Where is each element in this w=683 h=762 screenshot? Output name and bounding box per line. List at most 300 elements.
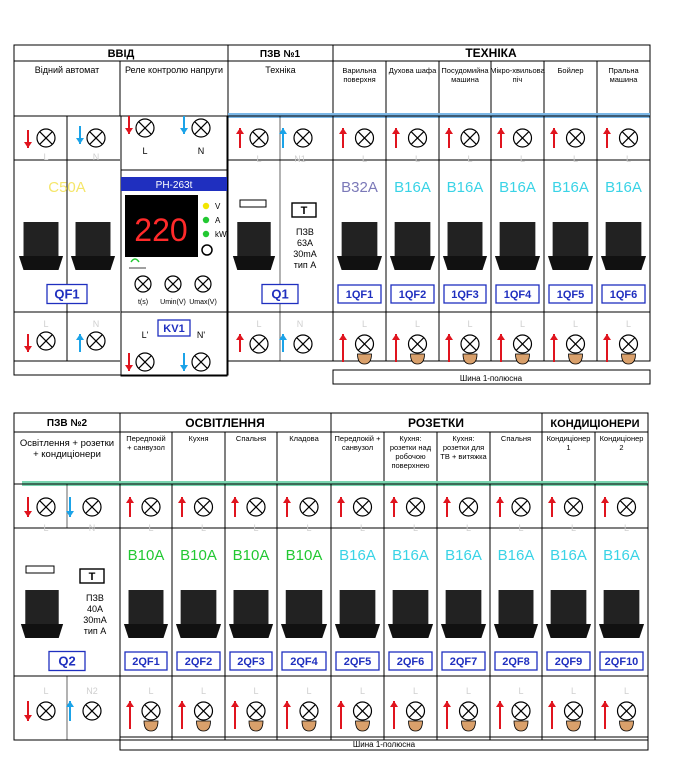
breaker-rating: B10A <box>232 547 270 564</box>
bus-label: Шина 1-полюсна <box>352 740 416 749</box>
breaker-id-badge <box>282 652 326 670</box>
breaker-handle-icon <box>443 222 487 270</box>
breaker-rating: B16A <box>446 179 484 196</box>
cable-lug-icon <box>411 354 425 364</box>
lamp-icon <box>460 498 478 516</box>
relay-out-n: N' <box>196 330 206 340</box>
line-out-arrow-icon <box>548 701 556 729</box>
column-label: Відний автомат <box>34 65 100 75</box>
line-in-arrow-icon <box>339 128 347 148</box>
terminal-l: L <box>253 523 259 533</box>
terminal-l: L <box>43 523 49 533</box>
lug-body <box>567 721 581 731</box>
lug-body <box>462 721 476 731</box>
line-out-arrow-icon <box>445 334 453 362</box>
rcd-type-label: ПЗВ <box>86 593 104 603</box>
lug-body <box>144 721 158 731</box>
handle-base <box>494 624 538 638</box>
line-out-arrow-icon <box>337 701 345 729</box>
handle-base <box>390 256 435 270</box>
breaker-id-badge <box>495 652 537 670</box>
arrow-head <box>236 128 244 134</box>
lamp-icon <box>461 129 479 147</box>
arrow-head <box>443 701 451 707</box>
handle-top <box>24 222 59 256</box>
line-in-arrow-icon <box>178 497 186 517</box>
line-out-arrow-icon <box>603 334 611 362</box>
lamp-icon <box>461 335 479 353</box>
handle-base <box>337 256 382 270</box>
column-label: Кондиціонер 2 <box>599 434 644 452</box>
terminal-l: L <box>625 319 632 329</box>
column-label: Реле контролю напруги <box>124 65 224 75</box>
terminal-l: L <box>253 686 259 696</box>
terminal-l: L <box>570 686 577 696</box>
terminal-l: L <box>43 319 49 329</box>
line-in-arrow-icon <box>337 497 345 517</box>
breaker-id: 1QF4 <box>503 288 532 301</box>
arrow-head <box>601 701 609 707</box>
lug-body <box>411 354 425 364</box>
column-label: Кондиціонер 1 <box>546 434 591 452</box>
relay-display-value: 220 <box>134 212 188 248</box>
line-out-arrow-icon <box>392 334 400 362</box>
led-label: kW <box>215 230 227 239</box>
line-in-arrow-icon <box>548 497 556 517</box>
handle-base <box>124 624 168 638</box>
handle-top <box>340 590 376 624</box>
arrow-head <box>497 334 505 340</box>
line-out-arrow-icon <box>125 353 133 371</box>
handle-top <box>393 590 429 624</box>
line-out-arrow-icon <box>236 334 244 352</box>
breaker-handle-icon <box>599 590 644 638</box>
arrow-head <box>339 128 347 134</box>
column-label: Духова шафа <box>388 66 437 75</box>
breaker-id-badge <box>496 285 539 303</box>
lug-body <box>622 354 636 364</box>
lamp-icon <box>294 129 312 147</box>
rcd-window <box>240 200 266 207</box>
breaker-rating: B16A <box>394 179 431 196</box>
lamp-icon <box>195 498 213 516</box>
lamp-icon <box>300 498 318 516</box>
breaker-handle-icon <box>335 590 380 638</box>
line-in-arrow-icon <box>231 497 239 517</box>
line-out-arrow-icon <box>390 701 398 729</box>
neutral-in-arrow-icon <box>180 116 188 134</box>
lug-body <box>249 721 263 731</box>
handle-base <box>229 624 273 638</box>
arrow-head <box>76 138 84 144</box>
breaker-id-badge <box>442 652 485 670</box>
handle-top <box>342 222 378 256</box>
setting-knob-icon <box>202 245 212 255</box>
terminal-l: L <box>518 523 524 533</box>
lug-body <box>620 721 634 731</box>
lamp-icon <box>512 498 530 516</box>
terminal-n2: N2 <box>86 686 98 696</box>
terminal-l: L <box>43 686 49 696</box>
handle-base <box>19 256 63 270</box>
breaker-id: 2QF9 <box>554 655 583 668</box>
lug-body <box>463 354 477 364</box>
handle-base <box>548 256 593 270</box>
line-out-arrow-icon <box>231 701 239 729</box>
arrow-head <box>337 701 345 707</box>
lamp-icon <box>136 119 154 137</box>
line-in-arrow-icon <box>283 497 291 517</box>
lug-body <box>302 721 316 731</box>
handle-base <box>281 624 327 638</box>
relay-in-l: L <box>142 146 148 156</box>
breaker-rating: B16A <box>392 547 429 564</box>
breaker-id: 2QF8 <box>502 655 530 668</box>
relay-model: PH-263t <box>155 180 193 191</box>
line-out-arrow-icon <box>443 701 451 729</box>
arrow-head <box>392 128 400 134</box>
breaker-id: 1QF1 <box>345 288 374 301</box>
terminal-l: L <box>570 523 577 533</box>
breaker-rating: B16A <box>499 179 536 196</box>
cable-lug-icon <box>358 354 372 364</box>
led-label: V <box>215 202 221 211</box>
handle-base <box>233 256 275 270</box>
lamp-icon <box>37 129 55 147</box>
breaker-rating: B16A <box>603 547 640 564</box>
lamp-icon <box>300 702 318 720</box>
breaker-id-badge <box>49 652 85 671</box>
lamp-icon <box>409 335 427 353</box>
lamp-icon <box>142 498 160 516</box>
relay-in-n: N <box>197 146 205 156</box>
arrow-head <box>231 701 239 707</box>
line-in-arrow-icon <box>496 497 504 517</box>
terminal-l: L <box>306 523 312 533</box>
cable-lug-icon <box>197 721 211 731</box>
breaker-handle-icon <box>494 590 538 638</box>
breaker-id: KV1 <box>163 322 185 335</box>
knob-label: t(s) <box>137 299 149 306</box>
terminal-l: L <box>414 154 421 164</box>
terminal-l: L <box>359 686 366 696</box>
terminal-l: L <box>148 523 154 533</box>
header-osvitlennya: ОСВІТЛЕННЯ <box>185 416 265 430</box>
terminal-l: L <box>467 154 473 164</box>
handle-top <box>395 222 431 256</box>
lamp-icon <box>37 332 55 350</box>
arrow-head <box>125 128 133 134</box>
breaker-id: 2QF3 <box>237 655 265 668</box>
arrow-head <box>24 346 32 352</box>
arrow-head <box>76 334 84 340</box>
led-label: A <box>215 216 221 225</box>
lamp-icon <box>512 702 530 720</box>
column-label: Варильна поверхня <box>342 66 377 84</box>
cable-lug-icon <box>463 354 477 364</box>
line-in-arrow-icon <box>601 497 609 517</box>
line-in-arrow-icon <box>497 128 505 148</box>
cable-lug-icon <box>516 354 530 364</box>
breaker-handle-icon <box>124 590 168 638</box>
terminal-l: L <box>465 686 472 696</box>
lamp-icon <box>620 335 638 353</box>
arrow-head <box>178 497 186 503</box>
terminal-l: L <box>467 319 473 329</box>
breaker-handle-icon <box>495 222 540 270</box>
lamp-icon <box>87 332 105 350</box>
line-in-arrow-icon <box>125 116 133 134</box>
neutral-out-arrow-icon <box>76 334 84 352</box>
terminal-l: L <box>623 523 630 533</box>
breaker-id: 1QF2 <box>398 288 427 301</box>
terminal-l: L <box>359 523 366 533</box>
lamp-icon <box>250 129 268 147</box>
terminal-l: L <box>256 154 262 164</box>
header-tekhnika: ТЕХНІКА <box>465 46 517 60</box>
header-kondytsionery: КОНДИЦІОНЕРИ <box>550 418 640 430</box>
handle-top <box>499 590 534 624</box>
rcd-current: 63A <box>296 238 314 248</box>
handle-base <box>599 624 644 638</box>
handle-top <box>237 222 270 256</box>
breaker-rating: B16A <box>445 547 482 564</box>
line-in-arrow-icon <box>24 130 32 148</box>
terminal-l: L <box>518 686 524 696</box>
breaker-id: 2QF7 <box>449 655 478 668</box>
breaker-handle-icon <box>337 222 382 270</box>
breaker-rating: B32A <box>341 179 378 196</box>
handle-top <box>234 590 269 624</box>
terminal-l: L <box>200 686 207 696</box>
arrow-head <box>339 334 347 340</box>
breaker-rating: B10A <box>127 547 165 564</box>
column-label: Кухня: розетки над робочою поверхнею <box>389 434 432 470</box>
rcd-leak: 30mA <box>293 249 317 259</box>
lug-body <box>516 354 530 364</box>
handle-base <box>335 624 380 638</box>
line-out-arrow-icon <box>497 334 505 362</box>
line-out-arrow-icon <box>24 701 32 721</box>
line-out-arrow-icon <box>550 334 558 362</box>
line-in-arrow-icon <box>392 128 400 148</box>
terminal-l: L <box>465 523 472 533</box>
lamp-icon <box>565 498 583 516</box>
column-label: Бойлер <box>557 66 584 75</box>
lamp-icon <box>567 335 585 353</box>
cable-lug-icon <box>409 721 423 731</box>
handle-top <box>446 590 482 624</box>
knob-label: Umax(V) <box>189 299 217 306</box>
handle-top <box>76 222 111 256</box>
status-led-icon <box>203 203 209 209</box>
rcd-current: 40A <box>86 604 104 614</box>
breaker-handle-icon <box>176 590 221 638</box>
breaker-id: 2QF10 <box>604 655 639 668</box>
arrow-head <box>601 497 609 503</box>
line-out-arrow-icon <box>178 701 186 729</box>
lamp-icon <box>247 702 265 720</box>
lamp-icon <box>618 702 636 720</box>
lamp-icon <box>83 702 101 720</box>
terminal-l: L <box>148 686 154 696</box>
breaker-id-badge <box>600 652 643 670</box>
column-label: Передпокій + санвузол <box>334 434 381 452</box>
lamp-icon <box>356 335 374 353</box>
lamp-icon <box>192 119 210 137</box>
breaker-id: 2QF1 <box>132 655 160 668</box>
rcd-leak: 30mA <box>83 615 107 625</box>
lamp-icon <box>192 353 210 371</box>
cable-lug-icon <box>622 354 636 364</box>
breaker-handle-icon <box>233 222 275 270</box>
arrow-head <box>445 128 453 134</box>
breaker-id-badge <box>230 652 272 670</box>
line-out-arrow-icon <box>126 701 134 729</box>
handle-base <box>176 624 221 638</box>
lamp-icon <box>514 129 532 147</box>
header-vvid: ВВІД <box>107 48 135 60</box>
lamp-icon <box>409 129 427 147</box>
column-label: Мікро-хвильова піч <box>490 66 545 84</box>
line-in-arrow-icon <box>443 497 451 517</box>
rcd-type: тип А <box>293 260 317 270</box>
terminal-l: L <box>572 154 579 164</box>
handle-base <box>443 256 487 270</box>
line-in-arrow-icon <box>390 497 398 517</box>
test-button-icon: T <box>88 571 96 583</box>
lamp-icon <box>514 335 532 353</box>
breaker-id: Q1 <box>271 286 289 302</box>
terminal-l: L <box>519 154 526 164</box>
line-out-arrow-icon <box>24 334 32 352</box>
lamp-icon <box>87 129 105 147</box>
handle-base <box>71 256 115 270</box>
column-label: Освітлення + розетки + кондиціонери <box>19 438 115 460</box>
breaker-handle-icon <box>388 590 433 638</box>
handle-top <box>553 222 589 256</box>
line-in-arrow-icon <box>126 497 134 517</box>
lamp-icon <box>195 702 213 720</box>
breaker-rating: B10A <box>285 547 323 564</box>
column-label: Кухня <box>188 434 209 443</box>
breaker-id-badge <box>444 285 486 303</box>
lamp-icon <box>37 498 55 516</box>
rcd-type-label: ПЗВ <box>296 227 314 237</box>
terminal-l: L <box>43 152 49 162</box>
line-in-arrow-icon <box>445 128 453 148</box>
cable-lug-icon <box>356 721 370 731</box>
handle-top <box>286 590 322 624</box>
cable-lug-icon <box>514 721 528 731</box>
arrow-head <box>283 701 291 707</box>
lamp-icon <box>250 335 268 353</box>
lug-body <box>569 354 583 364</box>
breaker-id-badge <box>391 285 434 303</box>
breaker-id-badge <box>549 285 592 303</box>
terminal-l: L <box>306 686 312 696</box>
terminal-l: L <box>412 523 419 533</box>
breaker-handle-icon <box>441 590 486 638</box>
arrow-head <box>392 334 400 340</box>
lamp-icon <box>565 702 583 720</box>
cable-lug-icon <box>620 721 634 731</box>
terminal-l: L <box>361 154 368 164</box>
lug-body <box>514 721 528 731</box>
column-label: Посудомийна машина <box>441 66 489 84</box>
terminal-l: L <box>200 523 207 533</box>
arrow-head <box>548 701 556 707</box>
breaker-id-badge <box>547 652 590 670</box>
terminal-l: L <box>414 319 421 329</box>
arrow-head <box>337 497 345 503</box>
arrow-head <box>126 701 134 707</box>
breaker-rating: B10A <box>180 547 217 564</box>
bus-label: Шина 1-полюсна <box>459 374 523 383</box>
breaker-id: 2QF4 <box>290 655 318 668</box>
breaker-handle-icon <box>546 590 591 638</box>
arrow-head <box>390 497 398 503</box>
cable-lug-icon <box>144 721 158 731</box>
handle-top <box>181 590 217 624</box>
cable-lug-icon <box>249 721 263 731</box>
column-label: Пральна машина <box>608 66 639 84</box>
arrow-head <box>125 365 133 371</box>
breaker-id-badge <box>177 652 220 670</box>
breaker-handle-icon <box>601 222 646 270</box>
handle-top <box>606 222 642 256</box>
breaker-id: Q2 <box>58 653 76 669</box>
lug-body <box>356 721 370 731</box>
breaker-id-badge <box>336 652 379 670</box>
arrow-head <box>126 497 134 503</box>
arrow-head <box>496 701 504 707</box>
knob-label: Umin(V) <box>160 299 186 306</box>
arrow-head <box>550 128 558 134</box>
status-led-icon <box>203 231 209 237</box>
arrow-head <box>283 497 291 503</box>
lamp-icon <box>354 498 372 516</box>
terminal-l: L <box>412 686 419 696</box>
line-out-arrow-icon <box>496 701 504 729</box>
breaker-handle-icon <box>71 222 115 270</box>
lug-body <box>358 354 372 364</box>
arrow-head <box>496 497 504 503</box>
breaker-handle-icon <box>548 222 593 270</box>
handle-base <box>21 624 63 638</box>
column-label: Техніка <box>265 65 296 75</box>
breaker-rating: B16A <box>552 179 589 196</box>
handle-base <box>441 624 486 638</box>
rcd-window <box>26 566 54 573</box>
setting-knob-icon <box>135 276 151 292</box>
terminal-l: L <box>625 154 632 164</box>
line-in-arrow-icon <box>603 128 611 148</box>
setting-knob-icon <box>165 276 181 292</box>
breaker-id-badge <box>262 285 298 304</box>
header-rozetky: РОЗЕТКИ <box>408 416 464 430</box>
lamp-icon <box>567 129 585 147</box>
header-pzv2: ПЗВ №2 <box>46 418 88 429</box>
cable-lug-icon <box>567 721 581 731</box>
breaker-id-badge <box>602 285 645 303</box>
lug-body <box>409 721 423 731</box>
arrow-head <box>24 511 32 517</box>
handle-top <box>448 222 483 256</box>
cable-lug-icon <box>569 354 583 364</box>
terminal-n: N <box>88 523 96 533</box>
handle-top <box>604 590 640 624</box>
